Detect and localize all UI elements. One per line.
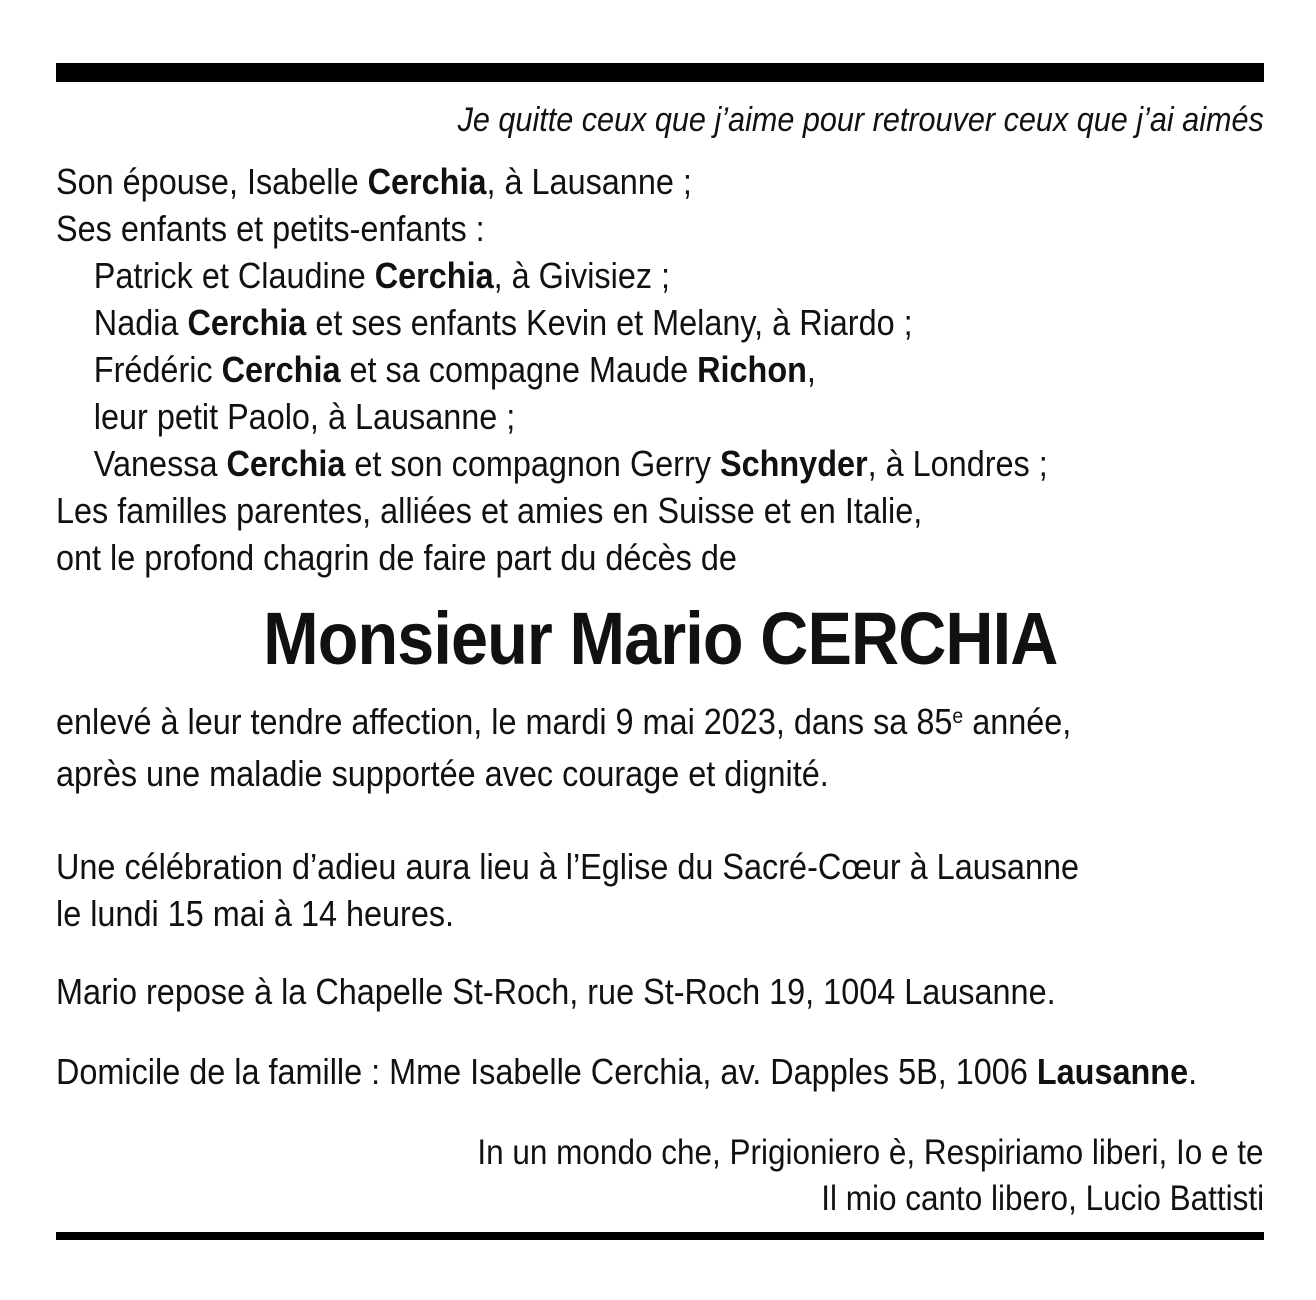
text-segment: Vanessa xyxy=(93,443,227,484)
text-line xyxy=(56,698,1143,750)
bold-name: Cerchia xyxy=(226,443,346,484)
text-segment: , à Lausanne ; xyxy=(486,161,692,202)
text-segment: Une célébration d’adieu aura lieu à l’Eglise du Sacré-Cœur à Lausanne xyxy=(56,846,1080,887)
body-paragraphs xyxy=(56,698,1264,1095)
family-list xyxy=(56,158,1264,581)
bold-name: Schnyder xyxy=(719,443,868,484)
text-segment: Patrick et Claudine xyxy=(93,255,375,296)
text-segment: et ses enfants Kevin et Melany, à Riardo ; xyxy=(306,302,913,343)
paragraph-death-notice xyxy=(56,698,1264,797)
quote-row xyxy=(56,1176,1264,1222)
text-segment: leur petit Paolo, à Lausanne ; xyxy=(93,396,516,437)
text-segment: Les familles parentes, alliées et amies en Suisse et en Italie, xyxy=(56,490,923,531)
family-line xyxy=(56,252,1143,299)
bold-name: Lausanne xyxy=(1036,1051,1189,1092)
bold-name: Cerchia xyxy=(221,349,341,390)
text-segment: , à Londres ; xyxy=(867,443,1048,484)
paragraph-domicile xyxy=(56,1048,1264,1095)
text-segment: et son compagnon Gerry xyxy=(345,443,720,484)
text-segment: après une maladie supportée avec courage et dignité. xyxy=(56,753,829,794)
text-segment: et sa compagne Maude xyxy=(340,349,698,390)
quote-row xyxy=(56,1130,1264,1176)
text-segment: , xyxy=(806,349,816,390)
family-line xyxy=(56,205,1143,252)
text-segment: Frédéric xyxy=(93,349,222,390)
text-line xyxy=(56,843,1143,890)
superscript: e xyxy=(952,703,964,729)
family-line xyxy=(56,534,1143,581)
bold-name: Cerchia xyxy=(187,302,307,343)
text-segment: . xyxy=(1188,1051,1198,1092)
paragraph-ceremony xyxy=(56,843,1264,937)
bottom-rule xyxy=(56,1232,1264,1240)
family-line xyxy=(56,393,1143,440)
text-line xyxy=(56,968,1143,1015)
text-segment: , à Givisiez ; xyxy=(493,255,671,296)
text-segment: Domicile de la famille : Mme Isabelle Cerchia, av. Dapples 5B, 1006 xyxy=(56,1051,1037,1092)
family-line xyxy=(56,299,1143,346)
text-segment: Mario repose à la Chapelle St-Roch, rue St-Roch 19, 1004 Lausanne. xyxy=(56,971,1056,1012)
text-line xyxy=(56,890,1143,937)
bold-name: Cerchia xyxy=(374,255,494,296)
text-segment: Son épouse, Isabelle xyxy=(56,161,368,202)
top-rule xyxy=(56,63,1264,82)
paragraph-repose xyxy=(56,968,1264,1015)
epigraph-row xyxy=(56,99,1264,141)
text-segment: le lundi 15 mai à 14 heures. xyxy=(56,893,455,934)
closing-quote xyxy=(56,1130,1264,1222)
text-segment: année, xyxy=(963,701,1072,742)
text-segment: enlevé à leur tendre affection, le mardi 9 mai 2023, dans sa 85 xyxy=(56,701,953,742)
bold-name: Cerchia xyxy=(367,161,487,202)
title-row xyxy=(56,595,1264,683)
family-line xyxy=(56,346,1143,393)
text-segment: ont le profond chagrin de faire part du décès de xyxy=(56,537,737,578)
text-line xyxy=(56,750,1143,797)
text-line xyxy=(56,1048,1198,1095)
deceased-name-title: Monsieur Mario CERCHIA xyxy=(262,597,1058,680)
quote-line: Il mio canto libero, Lucio Battisti xyxy=(821,1179,1264,1218)
quote-line: In un mondo che, Prigioniero è, Respiriamo liberi, Io e te xyxy=(477,1133,1264,1172)
text-segment: Nadia xyxy=(93,302,188,343)
family-line xyxy=(56,440,1143,487)
text-segment: Ses enfants et petits-enfants : xyxy=(56,208,485,249)
epigraph: Je quitte ceux que j’aime pour retrouver ceux que j’ai aimés xyxy=(457,101,1264,139)
bold-name: Richon xyxy=(697,349,807,390)
family-line xyxy=(56,487,1143,534)
family-line xyxy=(56,158,1143,205)
